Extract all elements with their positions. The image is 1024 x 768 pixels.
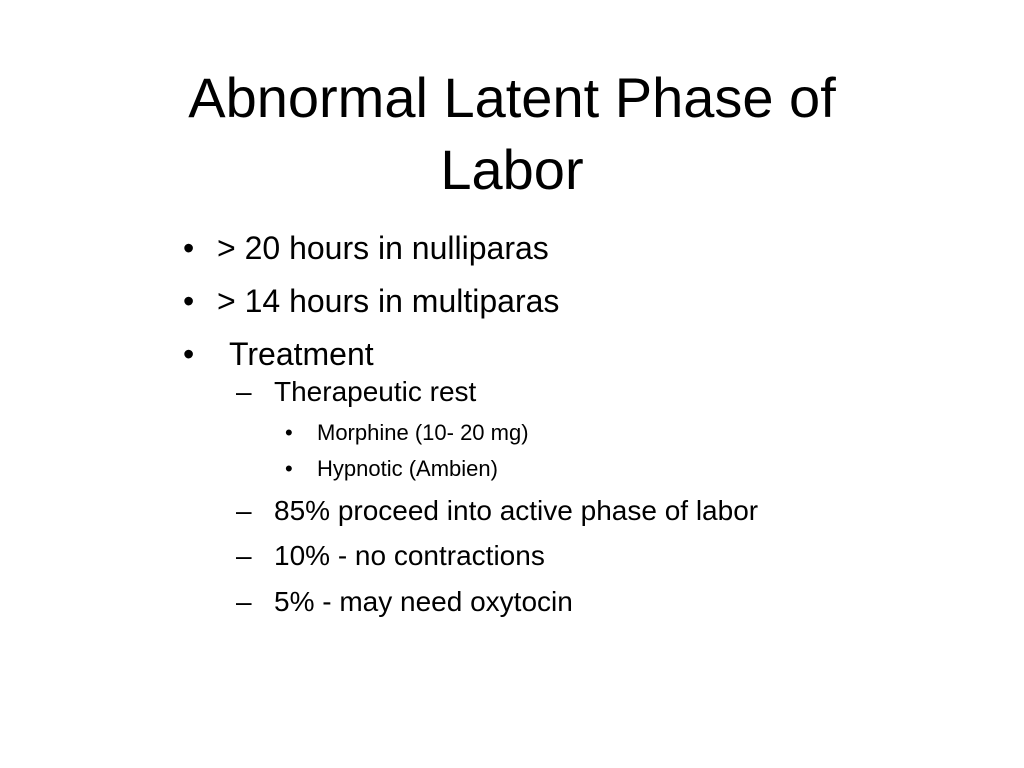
- list-item: Therapeutic rest: [274, 376, 477, 407]
- list-item: > 14 hours in multiparas: [217, 283, 560, 319]
- list-item: Treatment: [229, 336, 374, 372]
- bullet-marker: •: [183, 230, 195, 266]
- list-item: Morphine (10- 20 mg): [317, 420, 529, 445]
- dash-marker: –: [236, 376, 252, 407]
- bullet-marker: •: [285, 456, 293, 481]
- list-item: 10% - no contractions: [274, 540, 545, 571]
- bullet-marker: •: [183, 283, 195, 319]
- bullet-marker: •: [183, 336, 195, 372]
- list-item: 5% - may need oxytocin: [274, 586, 573, 617]
- bullet-marker: •: [285, 420, 293, 445]
- slide-title-line-2: Labor: [440, 138, 584, 201]
- list-item: Hypnotic (Ambien): [317, 456, 498, 481]
- list-item: > 20 hours in nulliparas: [217, 230, 549, 266]
- dash-marker: –: [236, 495, 252, 526]
- slide-title-line-1: Abnormal Latent Phase of: [188, 66, 836, 129]
- list-item: 85% proceed into active phase of labor: [274, 495, 759, 526]
- slide-title: [0, 62, 1024, 206]
- dash-marker: –: [236, 586, 252, 617]
- dash-marker: –: [236, 540, 252, 571]
